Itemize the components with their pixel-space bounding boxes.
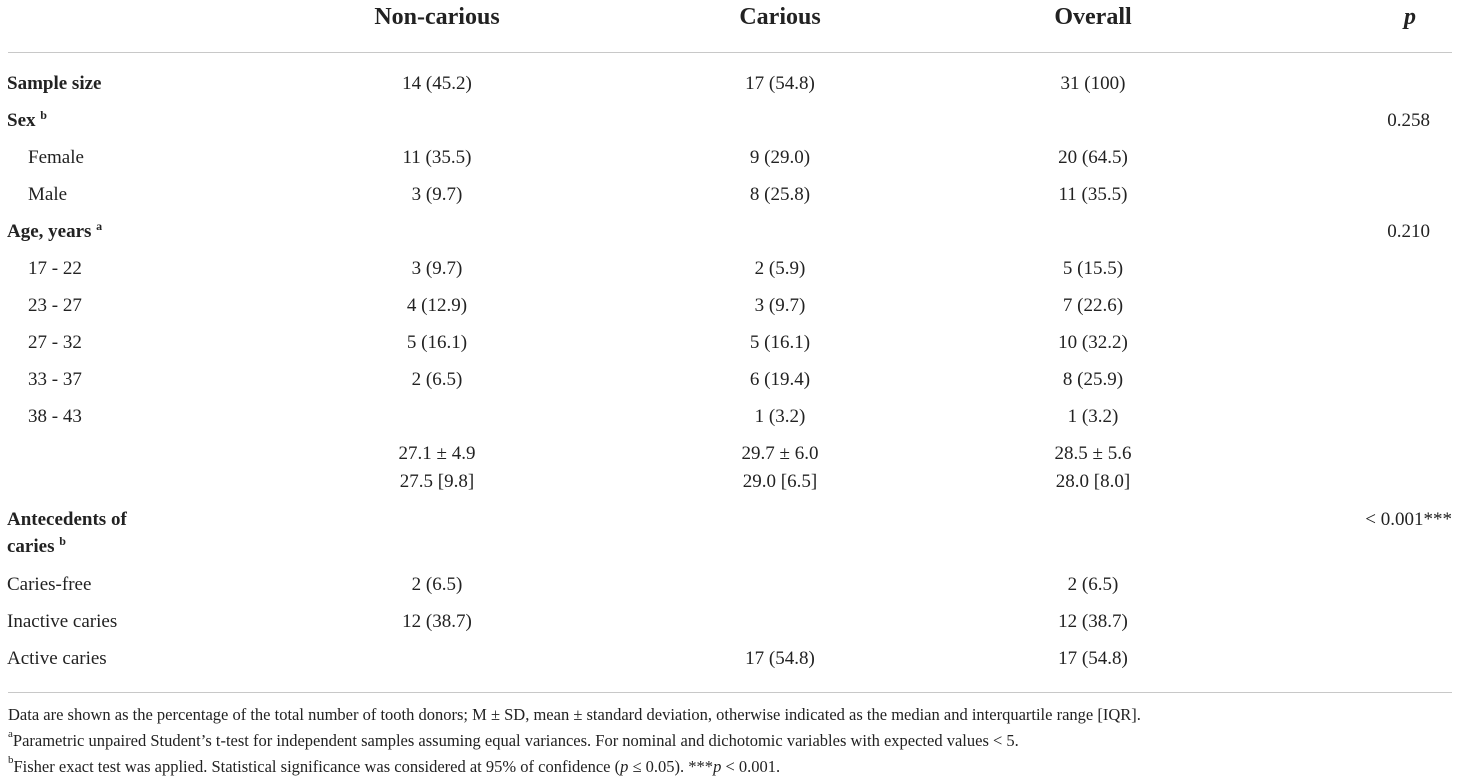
header-rule — [8, 52, 1452, 53]
row-label: Sample size — [7, 73, 102, 94]
row-label: 38 - 43 — [28, 406, 82, 427]
cell-carious: 3 (9.7) — [754, 295, 806, 316]
cell-p: 0.258 — [1387, 110, 1430, 131]
header-noncarious: Non-carious — [374, 4, 500, 30]
cell-carious: 9 (29.0) — [749, 147, 811, 168]
cell-overall: 28.5 ± 5.6 — [1054, 443, 1132, 464]
row-label: Age, years $^a$ — [7, 219, 103, 242]
row-label: Antecedents of — [7, 509, 127, 530]
superscript: a — [96, 219, 103, 233]
cell-overall: 8 (25.9) — [1062, 369, 1124, 390]
cell-noncarious: 3 (9.7) — [411, 184, 463, 205]
footnote-mark: a — [8, 728, 13, 740]
cell-carious: 17 (54.8) — [745, 73, 815, 94]
superscript: b — [40, 108, 47, 122]
footer-rule — [8, 692, 1452, 693]
cell-noncarious: 2 (6.5) — [411, 574, 463, 595]
row-label: 17 - 22 — [28, 258, 82, 279]
cell-overall: 20 (64.5) — [1058, 147, 1128, 168]
footnote-mark: b — [8, 754, 14, 766]
cell-overall: 2 (6.5) — [1067, 574, 1119, 595]
cell-overall: 28.0 [8.0] — [1055, 471, 1131, 492]
cell-carious: 1 (3.2) — [754, 406, 806, 427]
cell-noncarious: 5 (16.1) — [406, 332, 468, 353]
cell-carious: 29.0 [6.5] — [742, 471, 818, 492]
cell-noncarious: 3 (9.7) — [411, 258, 463, 279]
table-header — [0, 0, 1460, 40]
cell-noncarious: 14 (45.2) — [402, 73, 472, 94]
cell-noncarious: 12 (38.7) — [402, 611, 472, 632]
row-label: Male — [28, 184, 68, 205]
cell-overall: 31 (100) — [1060, 73, 1126, 94]
cell-carious: 6 (19.4) — [749, 369, 811, 390]
cell-carious: 17 (54.8) — [745, 648, 815, 669]
row-label: Female — [28, 147, 84, 168]
cell-p: 0.210 — [1387, 221, 1430, 242]
row-label: 27 - 32 — [28, 332, 82, 353]
row-label: Caries-free — [7, 574, 92, 595]
cell-overall: 1 (3.2) — [1067, 406, 1119, 427]
header-p: p — [1404, 4, 1416, 30]
cell-noncarious: 4 (12.9) — [406, 295, 468, 316]
row-label: 23 - 27 — [28, 295, 82, 316]
footnote: Data are shown as the percentage of the total number of tooth donors; M ± SD, mean ± standard deviation, otherwise indicated as the median and interquartile range [IQR]. — [8, 705, 1141, 724]
row-label: Active caries — [7, 648, 107, 669]
cell-overall: 7 (22.6) — [1062, 295, 1124, 316]
cell-overall: 5 (15.5) — [1062, 258, 1124, 279]
header-carious: Carious — [739, 4, 821, 30]
cell-carious: 2 (5.9) — [754, 258, 806, 279]
superscript: b — [59, 534, 66, 548]
row-label: Inactive caries — [7, 611, 118, 632]
cell-noncarious: 27.1 ± 4.9 — [398, 443, 476, 464]
row-label: Sex $^b$ — [7, 108, 47, 131]
cell-overall: 17 (54.8) — [1058, 648, 1128, 669]
cell-noncarious: 11 (35.5) — [402, 147, 472, 168]
cell-noncarious: 27.5 [9.8] — [399, 471, 475, 492]
footnote-b: $^b$Fisher exact test was applied. Statistical significance was considered at 95% of confidence (p ≤ 0.05). ***p < 0.001. — [8, 754, 781, 776]
cell-overall: 11 (35.5) — [1058, 184, 1128, 205]
cell-carious: 29.7 ± 6.0 — [741, 443, 819, 464]
cell-noncarious: 2 (6.5) — [411, 369, 463, 390]
header-overall: Overall — [1054, 4, 1132, 30]
cell-overall: 10 (32.2) — [1058, 332, 1128, 353]
cell-carious: 5 (16.1) — [749, 332, 811, 353]
footnote-a: $^a$Parametric unpaired Student’s t-test for independent samples assuming equal variances. For nominal and dichotomic variables with expected values < 5. — [8, 728, 1019, 750]
cell-overall: 12 (38.7) — [1058, 611, 1128, 632]
cell-carious: 8 (25.8) — [749, 184, 811, 205]
cell-p: < 0.001*** — [1365, 509, 1452, 530]
row-label: 33 - 37 — [28, 369, 82, 390]
row-label: caries $^b$ — [7, 534, 66, 557]
